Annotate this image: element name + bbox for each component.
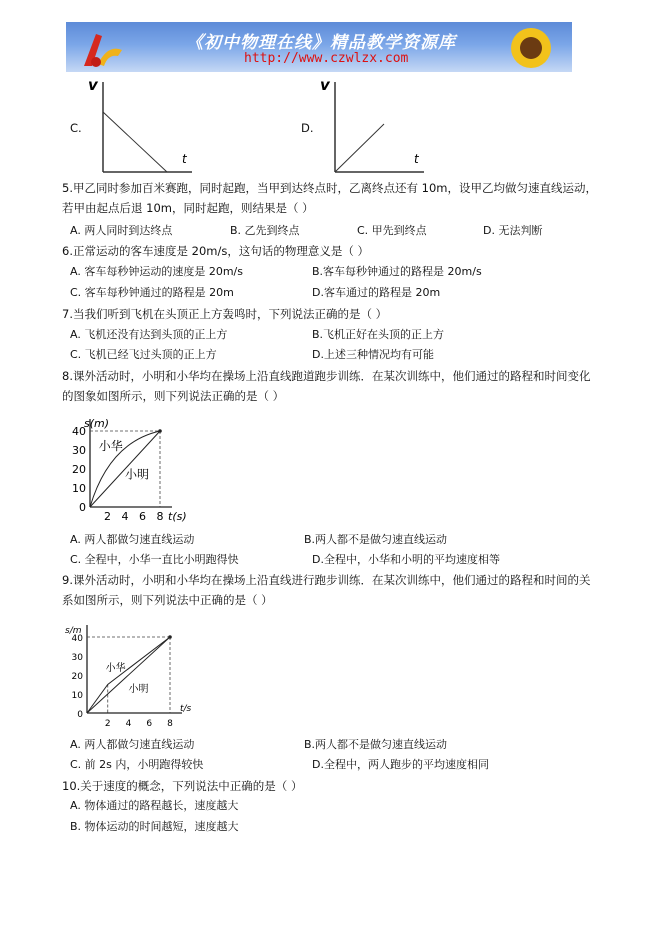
x-tick-label: 8 xyxy=(167,719,173,729)
q8-option-a: A. 两人都做匀速直线运动 xyxy=(70,533,195,546)
q8-option-c: C. 全程中，小华一直比小明跑得快 xyxy=(70,553,239,566)
banner-url: http://www.czwlzx.com xyxy=(244,51,409,66)
origin-label: 0 xyxy=(79,501,86,514)
y-tick-label: 30 xyxy=(72,444,86,457)
x-tick-label: 4 xyxy=(125,719,132,729)
x-tick-label: 2 xyxy=(104,510,111,523)
q5-option-d: D. 无法判断 xyxy=(483,224,543,237)
y-tick-label: 40 xyxy=(72,425,86,438)
y-tick-label: 20 xyxy=(72,463,86,476)
q8-option-d: D.全程中，小华和小明的平均速度相等 xyxy=(312,553,500,566)
x-tick-label: 8 xyxy=(156,510,164,523)
y-tick-label: 20 xyxy=(71,672,83,682)
graph-c-xlabel: t xyxy=(182,152,187,166)
q6-option-b: B.客车每秒钟通过的路程是 20m/s xyxy=(312,265,482,278)
series-line-xiaoming xyxy=(87,637,170,713)
q10-stem: 10.关于速度的概念，下列说法中正确的是（ ） xyxy=(62,779,303,793)
q10-option-a: A. 物体通过的路程越长，速度越大 xyxy=(70,799,239,812)
series-label: 小明 xyxy=(125,467,150,482)
q5-option-a: A. 两人同时到达终点 xyxy=(70,224,173,237)
q8-stem-line1: 8.课外活动时，小明和小华均在操场上沿直线跑道跑步训练．在某次训练中，他们通过的路程和时间变化 xyxy=(62,369,591,383)
q8-stem-line2: 的图象如图所示，则下列说法正确的是（ ） xyxy=(62,389,285,403)
q5-stem-line1: 5.甲乙同时参加百米赛跑，同时起跑，当甲到达终点时，乙离终点还有 10m，设甲乙均做匀速直线运动， xyxy=(62,181,597,195)
graph-c-label: C. xyxy=(70,121,82,135)
y-tick-label: 30 xyxy=(71,653,83,663)
x-tick-label: 4 xyxy=(121,510,129,523)
q5-option-c: C. 甲先到终点 xyxy=(357,224,427,237)
graph-d-label: D. xyxy=(301,121,314,135)
q10-option-b: B. 物体运动的时间越短，速度越大 xyxy=(70,820,239,833)
q9-stem-line1: 9.课外活动时，小明和小华均在操场上沿直线进行跑步训练．在某次训练中，他们通过的路程和时间的关 xyxy=(62,573,591,587)
y-tick-label: 10 xyxy=(72,482,86,495)
q8-option-b: B.两人都不是做匀速直线运动 xyxy=(304,533,448,546)
graph-d-ylabel: v xyxy=(320,76,330,94)
distance-time-chart-1 xyxy=(72,410,202,525)
y-tick-label: 40 xyxy=(71,634,83,644)
origin-label: 0 xyxy=(77,710,83,720)
end-point xyxy=(168,635,172,639)
y-axis-label: s/m xyxy=(65,626,82,636)
q7-option-a: A. 飞机还没有达到头顶的正上方 xyxy=(70,328,228,341)
sunflower-icon xyxy=(496,24,566,72)
q9-option-b: B.两人都不是做匀速直线运动 xyxy=(304,738,448,751)
q9-option-c: C. 前 2s 内，小明跑得较快 xyxy=(70,758,204,771)
q7-stem: 7.当我们听到飞机在头顶正上方轰鸣时，下列说法正确的是（ ） xyxy=(62,307,388,321)
x-axis-label: t/s xyxy=(180,704,192,714)
y-axis-label: s(m) xyxy=(84,417,110,430)
q9-option-d: D.全程中，两人跑步的平均速度相同 xyxy=(312,758,489,771)
x-tick-label: 2 xyxy=(104,719,111,729)
banner-title: 《初中物理在线》精品教学资源库 xyxy=(186,33,456,53)
series-label: 小明 xyxy=(128,684,149,696)
x-tick-label: 6 xyxy=(146,719,153,729)
graph-d-xlabel: t xyxy=(414,152,419,166)
series-label: 小华 xyxy=(98,439,123,453)
graph-c xyxy=(80,72,200,178)
q6-stem: 6.正常运动的客车速度是 20m/s，这句话的物理意义是（ ） xyxy=(62,244,369,258)
header-banner xyxy=(66,22,572,72)
series-label: 小华 xyxy=(105,663,126,675)
q6-option-c: C. 客车每秒钟通过的路程是 20m xyxy=(70,286,234,299)
distance-time-chart-2 xyxy=(62,615,202,732)
q6-option-a: A. 客车每秒钟运动的速度是 20m/s xyxy=(70,265,243,278)
x-tick-label: 6 xyxy=(139,510,146,523)
q7-option-d: D.上述三种情况均有可能 xyxy=(312,348,434,361)
graph-c-ylabel: v xyxy=(88,76,98,94)
graph-d xyxy=(312,72,432,178)
q9-stem-line2: 系如图所示，则下列说法中正确的是（ ） xyxy=(62,593,273,607)
q6-option-d: D.客车通过的路程是 20m xyxy=(312,286,441,299)
end-point xyxy=(158,429,162,433)
q5-option-b: B. 乙先到终点 xyxy=(230,224,300,237)
y-tick-label: 10 xyxy=(71,691,83,701)
q5-stem-line2: 若甲由起点后退 10m，同时起跑，则结果是（ ） xyxy=(62,201,314,215)
x-axis-label: t(s) xyxy=(168,510,187,523)
q7-option-c: C. 飞机已经飞过头顶的正上方 xyxy=(70,348,217,361)
q7-option-b: B.飞机正好在头顶的正上方 xyxy=(312,328,445,341)
q9-option-a: A. 两人都做匀速直线运动 xyxy=(70,738,195,751)
logo-icon xyxy=(74,26,126,70)
